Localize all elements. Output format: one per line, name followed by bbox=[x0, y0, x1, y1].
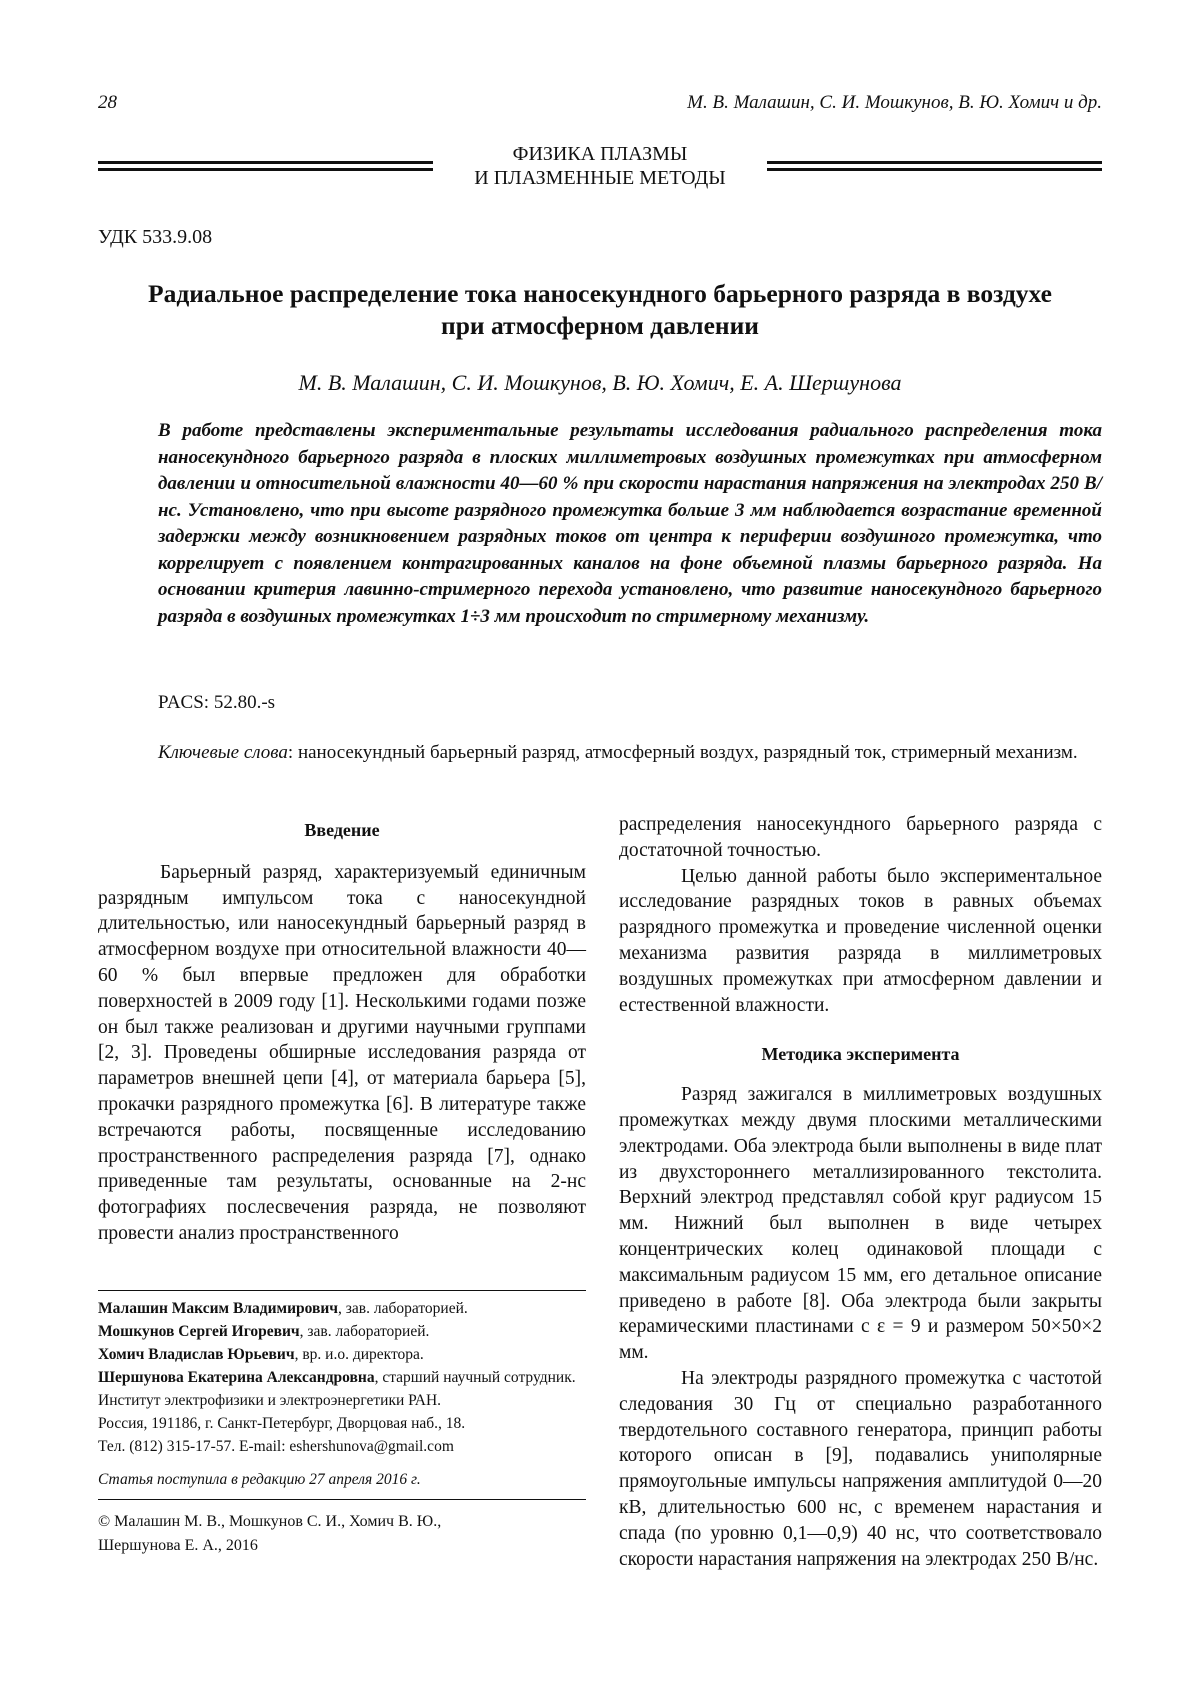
footnote-author-2 bbox=[98, 1320, 586, 1343]
keywords bbox=[158, 740, 1102, 766]
right-column bbox=[619, 812, 1102, 1572]
running-head bbox=[98, 92, 1102, 114]
footnote-institute: Институт электрофизики и электроэнергетики РАН. bbox=[98, 1392, 442, 1409]
section-title bbox=[474, 142, 725, 190]
footnote-rule bbox=[98, 1290, 586, 1291]
pacs-code: PACS: 52.80.-s bbox=[158, 692, 276, 713]
method-paragraph-1: Разряд зажигался в миллиметровых воздушных промежутках между двумя плоскими металлическими электродами. Оба электрода были выполнены в виде плат из двухстороннего металлизированного текстолита. Верхний электрод представлял собой круг радиусом 15 мм. Нижний был выполнен в виде четырех концентрических колец одинаковой площади с максимальным радиусом 15 мм, его детальное описание приведено в работе [8]. Оба электрода были закрыты керамическими пластинами с ε = 9 и размером 50×50×2 мм. bbox=[619, 1084, 1102, 1364]
banner-rule-left bbox=[98, 161, 433, 171]
keywords-label: Ключевые слова bbox=[158, 742, 288, 763]
copyright-line-1: © Малашин М. В., Мошкунов С. И., Хомич В. Ю., bbox=[98, 1513, 442, 1530]
footnote-contact: Тел. (812) 315-17-57. E-mail: eshershunova@gmail.com bbox=[98, 1438, 454, 1455]
left-column bbox=[98, 818, 586, 1247]
banner-rule-right bbox=[767, 161, 1102, 171]
article-title-line1: Радиальное распределение тока наносекундного барьерного разряда в воздухе bbox=[148, 279, 1052, 308]
author-1-name: Малашин Максим Владимирович bbox=[98, 1300, 339, 1317]
footnote-author-1 bbox=[98, 1297, 586, 1320]
page-number: 28 bbox=[98, 92, 117, 113]
section-banner bbox=[98, 142, 1102, 190]
article-title bbox=[98, 278, 1102, 342]
author-3-role: , вр. и.о. директора. bbox=[294, 1346, 424, 1363]
copyright-rule bbox=[98, 1499, 586, 1500]
author-2-name: Мошкунов Сергей Игоревич bbox=[98, 1323, 300, 1340]
intro-continuation: распределения наносекундного барьерного разряда с достаточной точностью. bbox=[619, 814, 1102, 861]
udc-code: УДК 533.9.08 bbox=[98, 226, 213, 248]
section-title-line2: И ПЛАЗМЕННЫЕ МЕТОДЫ bbox=[474, 167, 726, 189]
author-4-name: Шершунова Екатерина Александровна bbox=[98, 1369, 375, 1386]
intro-heading: Введение bbox=[304, 820, 380, 840]
author-4-role: , старший научный сотрудник. bbox=[374, 1369, 576, 1386]
footnote-address: Россия, 191186, г. Санкт-Петербург, Дворцовая наб., 18. bbox=[98, 1415, 466, 1432]
method-paragraph-2: На электроды разрядного промежутка с частотой следования 30 Гц от специально разработанного твердотельного составного генератора, принцип работы которого описан в [9], подавались униполярные прямоугольные импульсы напряжения амплитудой 0—20 кВ, длительностью 600 нс, с временем нарастания и спада (по уровню 0,1—0,9) 40 нс, что соответствовало скорости нарастания напряжения на электродах 250 В/нс. bbox=[619, 1367, 1102, 1570]
received-date: Статья поступила в редакцию 27 апреля 2016 г. bbox=[98, 1471, 421, 1488]
goal-paragraph: Целью данной работы было экспериментальное исследование разрядных токов в равных объемах разрядного промежутка и проведение численной оценки механизма развития разряда в миллиметровых воздушных промежутках при атмосферном давлении и естественной влажности. bbox=[619, 865, 1102, 1016]
running-authors: М. В. Малашин, С. И. Мошкунов, В. Ю. Хомич и др. bbox=[687, 92, 1102, 113]
author-1-role: , зав. лабораторией. bbox=[338, 1300, 468, 1317]
author-3-name: Хомич Владислав Юрьевич bbox=[98, 1346, 295, 1363]
author-footnote bbox=[98, 1290, 586, 1558]
intro-paragraph: Барьерный разряд, характеризуемый единичным разрядным импульсом тока с наносекундной длительностью, или наносекундный барьерный разряд в атмосферном воздухе при относительной влажности 40—60 % был впервые предложен для обработки поверхностей в 2009 году [1]. Несколькими годами позже он был также реализован и другими научными группами [2, 3]. Проведены обширные исследования разряда от параметров внешней цепи [4], от материала барьера [5], прокачки разрядного промежутка [6]. В литературе также встречаются работы, посвященные исследованию пространственного распределения разряда [7], однако приведенные там результаты, основанные на 2-нс фотографиях послесвечения разряда, не позволяют провести анализ пространственного bbox=[98, 861, 586, 1244]
footnote-author-3 bbox=[98, 1343, 586, 1366]
method-heading: Методика эксперимента bbox=[761, 1044, 960, 1065]
keywords-text: : наносекундный барьерный разряд, атмосферный воздух, разрядный ток, стримерный механизм. bbox=[287, 742, 1078, 763]
section-title-line1: ФИЗИКА ПЛАЗМЫ bbox=[512, 143, 688, 165]
article-title-line2: при атмосферном давлении bbox=[441, 311, 759, 340]
author-list: М. В. Малашин, С. И. Мошкунов, В. Ю. Хомич, Е. А. Шершунова bbox=[298, 370, 902, 395]
abstract: В работе представлены экспериментальные результаты исследования радиального распределения тока наносекундного барьерного разряда в плоских миллиметровых воздушных промежутках при атмосферном давлении и относительной влажности 40—60 % при скорости нарастания напряжения на электродах 250 В/нс. Установлено, что при высоте разрядного промежутка больше 3 мм наблюдается возрастание временной задержки между возникновением разрядных токов от центра к периферии воздушного промежутка, что коррелирует с появлением контрагированных каналов на фоне объемной плазмы барьерного разряда. На основании критерия лавинно-стримерного перехода установлено, что развитие наносекундного барьерного разряда в воздушных промежутках 1÷3 мм происходит по стримерному механизму. bbox=[158, 420, 1102, 627]
copyright-line-2: Шершунова Е. А., 2016 bbox=[98, 1537, 258, 1554]
footnote-author-4 bbox=[98, 1366, 586, 1389]
author-2-role: , зав. лабораторией. bbox=[299, 1323, 430, 1340]
